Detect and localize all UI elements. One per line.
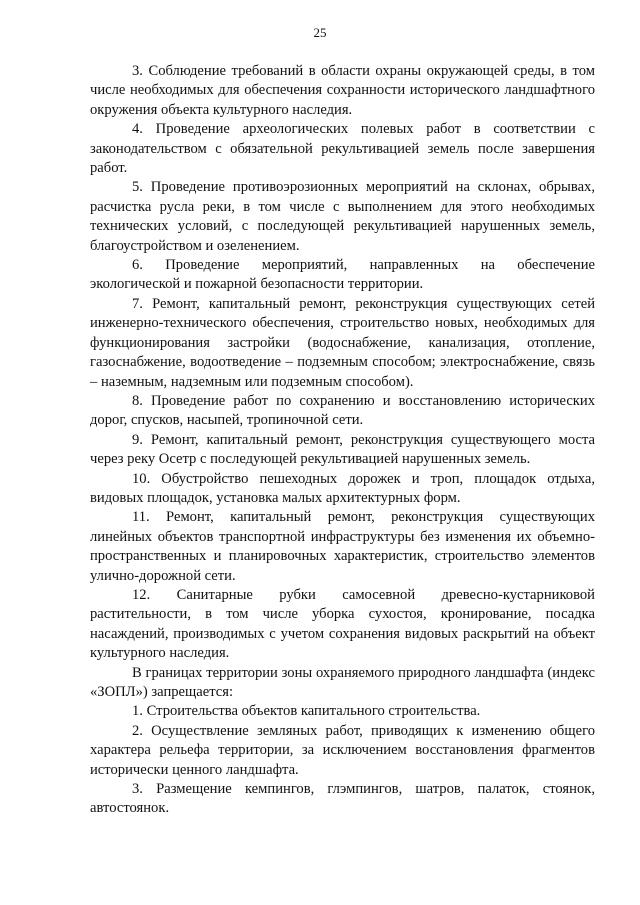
paragraph-prohibited-2: 2. Осуществление земляных работ, приводящих к изменению общего характера рельефа территории, за исключением восстановления фрагментов исторически ценного ландшафта. xyxy=(90,722,595,778)
paragraph-allowed-3: 3. Соблюдение требований в области охраны окружающей среды, в том числе необходимых для обеспечения сохранности исторического ландшафтного окружения объекта культурного наследия. xyxy=(90,63,595,118)
paragraph-allowed-5: 5. Проведение противоэрозионных мероприятий на склонах, обрывах, расчистка русла реки, в том числе с выполнением для этого необходимых технических условий, с последующей рекультивацией нарушенных земель, благоустройством и озеленением. xyxy=(90,179,595,254)
paragraph-allowed-10: 10. Обустройство пешеходных дорожек и троп, площадок отдыха, видовых площадок, установка малых архитектурных форм. xyxy=(90,470,595,506)
paragraph-prohibited-3: 3. Размещение кемпингов, глэмпингов, шатров, палаток, стоянок, автостоянок. xyxy=(90,781,595,817)
paragraph-allowed-7: 7. Ремонт, капитальный ремонт, реконструкция существующих сетей инженерно-технического обеспечения, строительство новых, необходимых для функционирования застройки (водоснабжение, канализация, отопление, газоснабжение, водоотведение – подземным способом; электроснабжение, связь – наземным, надземным или подземным способом). xyxy=(90,295,595,390)
paragraph-prohibited-1: 1. Строительства объектов капитального строительства. xyxy=(132,703,481,720)
document-body xyxy=(90,62,595,819)
paragraph-allowed-4: 4. Проведение археологических полевых работ в соответствии с законодательством с обязательной рекультивацией земель после завершения работ. xyxy=(90,121,595,177)
paragraph-allowed-11: 11. Ремонт, капитальный ремонт, реконструкция существующих линейных объектов транспортной инфраструктуры без изменения их объемно-пространственных и планировочных характеристик, строительство элементов улично-дорожной сети. xyxy=(90,509,595,584)
paragraph-allowed-8: 8. Проведение работ по сохранению и восстановлению исторических дорог, спусков, насыпей, тропиночной сети. xyxy=(90,392,595,429)
paragraph-allowed-12: 12. Санитарные рубки самосевной древесно-кустарниковой растительности, в том числе уборка сухостоя, кронирование, посадка насаждений, производимых с учетом сохранения видовых раскрытий на объект культурного наследия. xyxy=(90,586,595,662)
paragraph-allowed-6: 6. Проведение мероприятий, направленных на обеспечение экологической и пожарной безопасности территории. xyxy=(90,257,595,293)
page-number: 25 xyxy=(313,25,327,40)
paragraph-allowed-9: 9. Ремонт, капитальный ремонт, реконструкция существующего моста через реку Осетр с последующей рекультивацией нарушенных земель. xyxy=(90,431,595,468)
paragraph-zone-intro: В границах территории зоны охраняемого природного ландшафта (индекс «ЗОПЛ») запрещается: xyxy=(90,664,595,700)
